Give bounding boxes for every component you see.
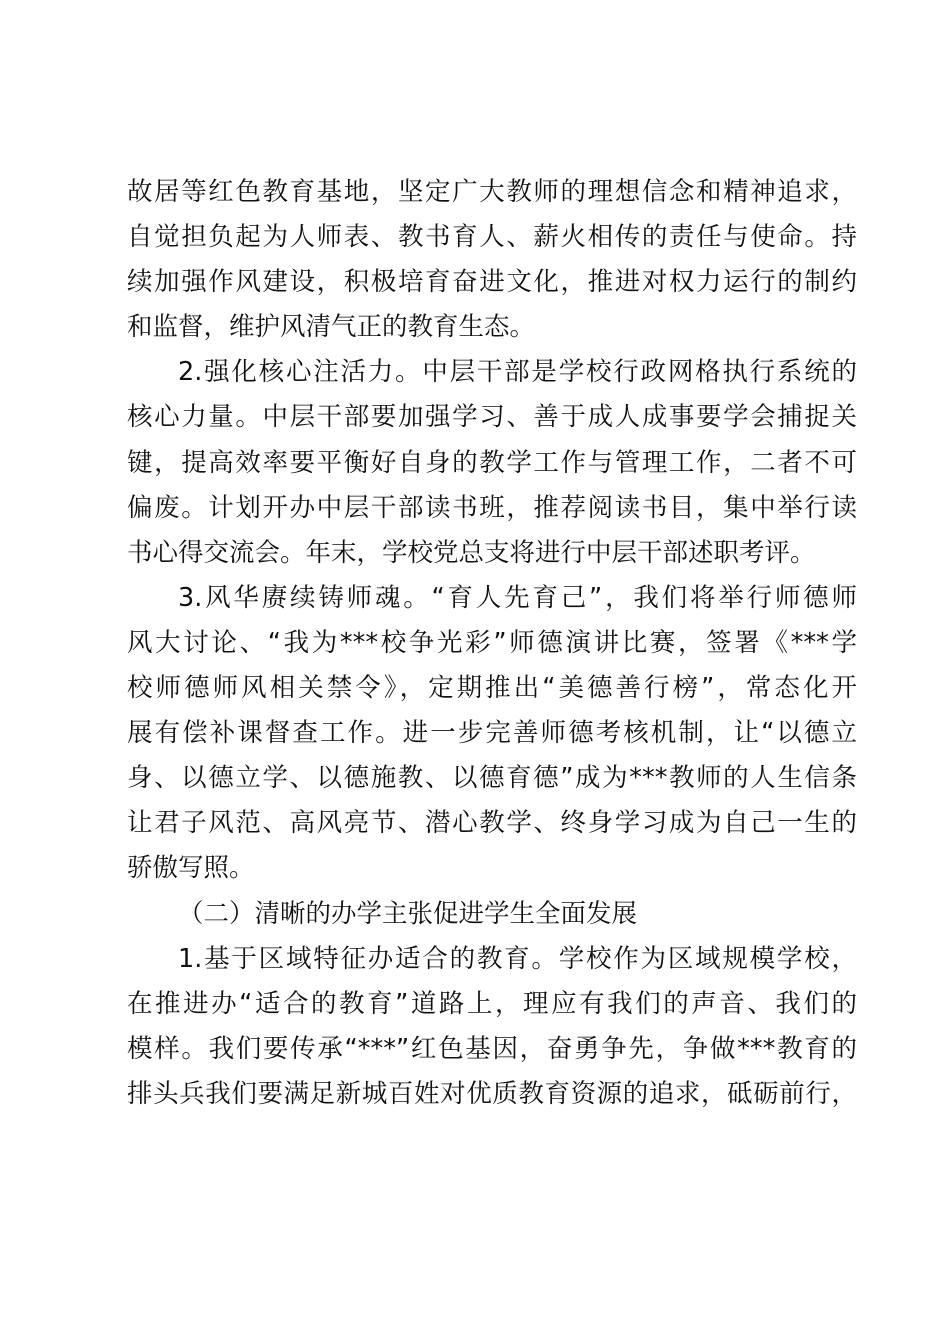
section-heading: （二）清晰的办学主张促进学生全面发展	[178, 898, 638, 929]
text-line-15: 让君子风范、高风亮节、潜心教学、终身学习成为自己一生的	[127, 808, 857, 839]
body-text	[127, 170, 857, 1117]
text-line-13: 展有偿补课督查工作。进一步完善师德考核机制，让“以德立	[127, 718, 857, 749]
text-line-21: 排头兵我们要满足新城百姓对优质教育资源的追求，砥砺前行，	[127, 1078, 857, 1109]
text-line-20: 模样。我们要传承“***”红色基因，奋勇争先，争做***教育的	[127, 1033, 857, 1064]
text-line-11: 风大讨论、“我为***校争光彩”师德演讲比赛，签署《***学	[127, 627, 857, 658]
text-line-18: 1.基于区域特征办适合的教育。学校作为区域规模学校，	[178, 943, 857, 974]
text-line-14: 身、以德立学、以德施教、以德育德”成为***教师的人生信条	[127, 763, 857, 794]
text-line-3: 续加强作风建设，积极培育奋进文化，推进对权力运行的制约	[127, 267, 857, 298]
text-line-6: 核心力量。中层干部要加强学习、善于成人成事要学会捕捉关	[127, 402, 857, 433]
text-line-5: 2.强化核心注活力。中层干部是学校行政网格执行系统的	[178, 357, 857, 388]
text-line-8: 偏废。计划开办中层干部读书班，推荐阅读书目，集中举行读	[127, 492, 857, 523]
text-line-1: 故居等红色教育基地，坚定广大教师的理想信念和精神追求，	[127, 177, 857, 207]
text-line-19: 在推进办“适合的教育”道路上，理应有我们的声音、我们的	[127, 988, 857, 1019]
text-line-4: 和监督，维护风清气正的教育生态。	[127, 312, 536, 343]
text-line-10: 3.风华赓续铸师魂。“育人先育己”，我们将举行师德师	[178, 582, 857, 613]
text-line-12: 校师德师风相关禁令》，定期推出“美德善行榜”，常态化开	[127, 673, 857, 704]
text-line-7: 键，提高效率要平衡好自身的教学工作与管理工作，二者不可	[127, 447, 857, 478]
text-line-16: 骄傲写照。	[127, 853, 255, 884]
text-line-2: 自觉担负起为人师表、教书育人、薪火相传的责任与使命。持	[127, 222, 857, 253]
text-line-9: 书心得交流会。年末，学校党总支将进行中层干部述职考评。	[127, 537, 816, 568]
